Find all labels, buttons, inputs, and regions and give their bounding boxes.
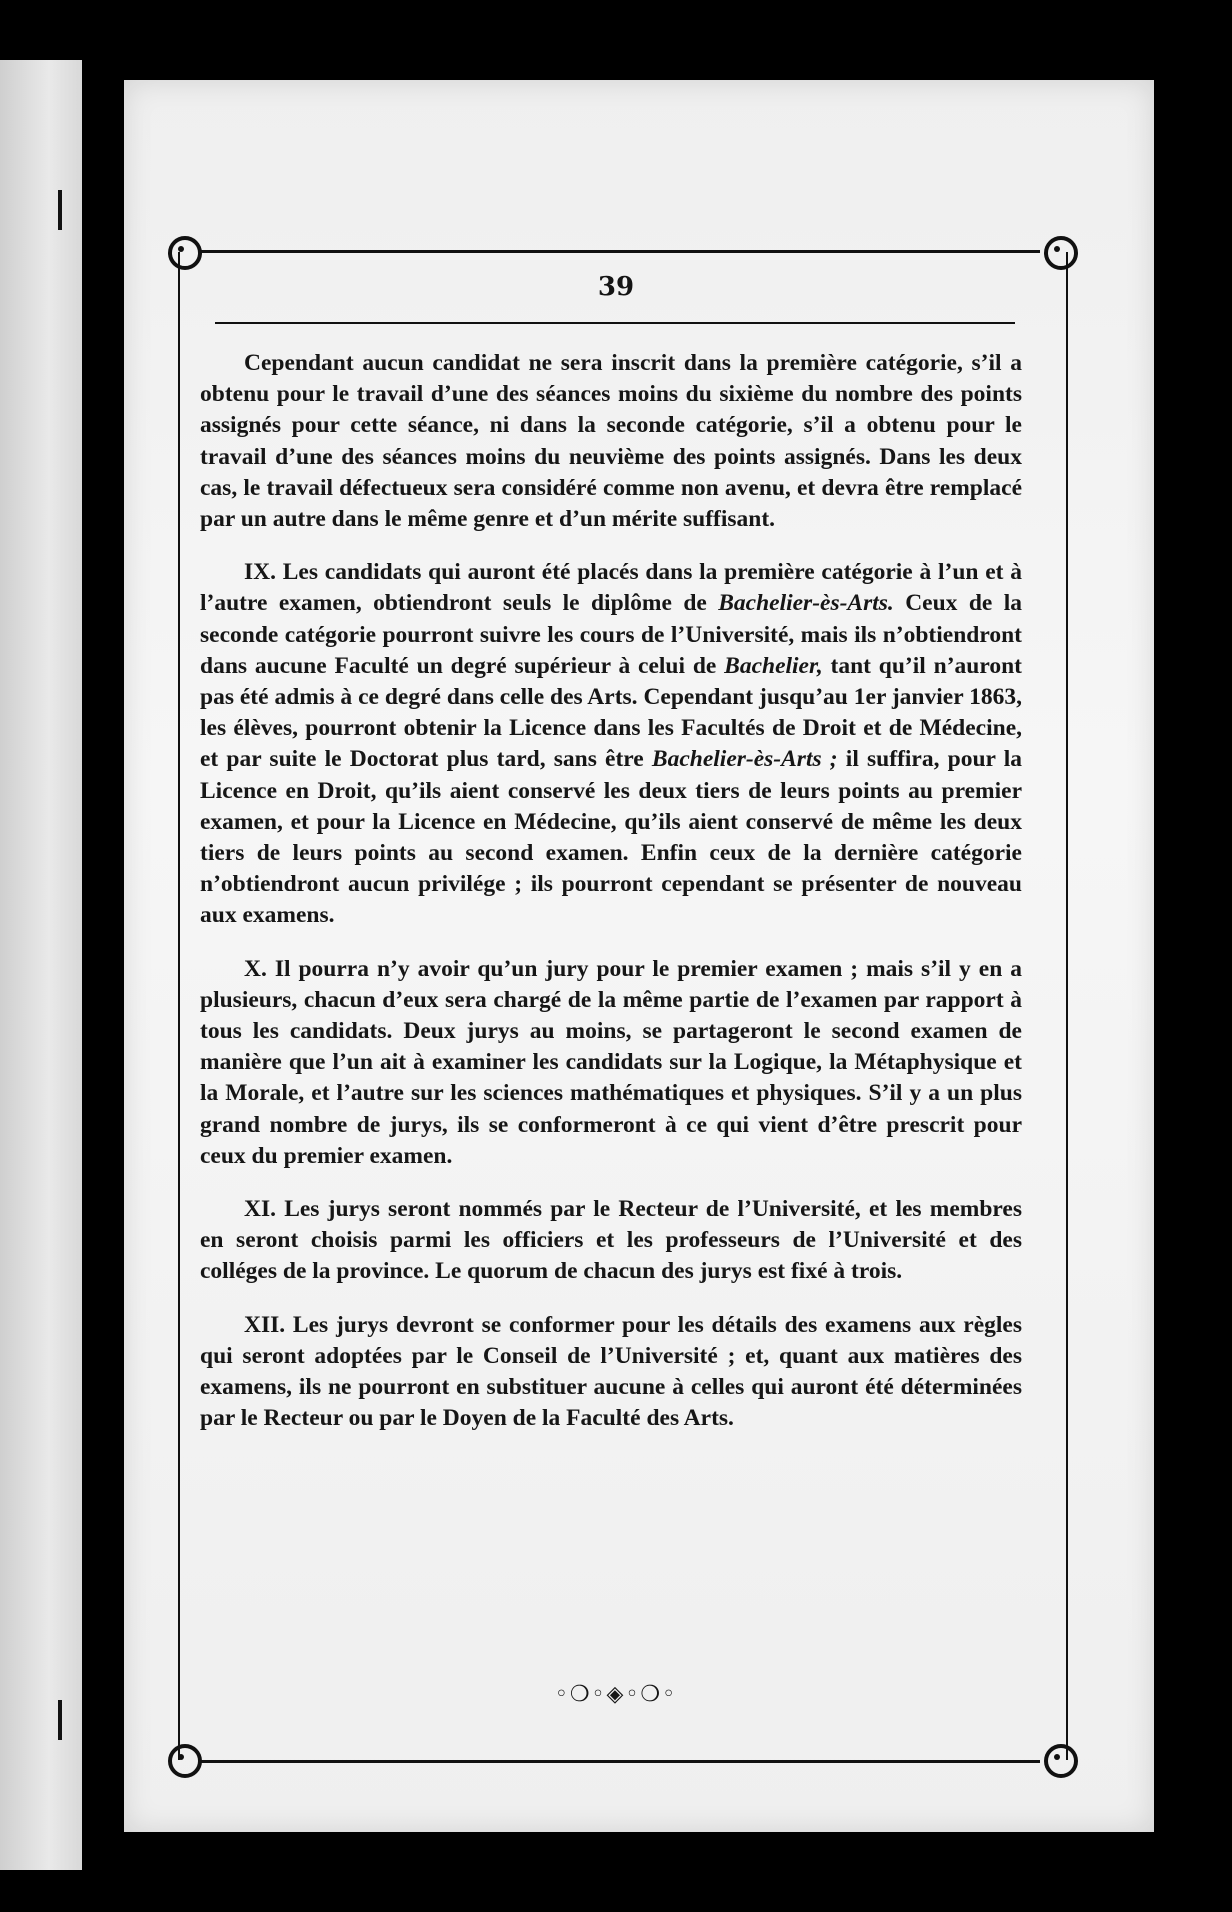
corner-flourish-icon xyxy=(1044,236,1078,270)
article-x xyxy=(200,954,1022,1172)
paragraph-text: Cependant aucun candidat ne sera inscrit dans la première catégorie, s’il a obtenu pour le travail d’une des séances moins du sixième du nombre des points assignés pour cette séance, ni dans la seconde catégorie, s’il a obtenu pour le travail d’une des séances moins du neuvième des points assignés. Dans les deux cas, le travail défectueux sera considéré comme non avenu, et devra être remplacé par un autre dans le même genre et d’un mérite suffisant. xyxy=(200,350,1022,533)
paragraph-text: Les candidats qui auront été placés dans la première catégorie à l’un et à l’autre examen, obtiendront seuls le diplôme de xyxy=(200,559,1022,617)
article-ix xyxy=(200,557,1022,931)
article-number: XI. xyxy=(244,1196,276,1223)
previous-page-ornament xyxy=(58,190,76,230)
paragraph-text: il suffira, pour la Licence en Droit, qu’ils aient conservé les deux tiers de leurs points au premier examen, et pour la Licence en Médecine, qu’ils aient conservé de même les deux tiers de leurs points au second examen. Enfin ceux de la dernière catégorie n’obtiendront aucun privilége ; ils pourront cependant se présenter de nouveau aux examens. xyxy=(200,746,1022,929)
article-number: XII. xyxy=(244,1311,286,1338)
body-text xyxy=(200,348,1022,1457)
page-number: 39 xyxy=(597,272,635,302)
paragraph-text: Il pourra n’y avoir qu’un jury pour le premier examen ; mais s’il y en a plusieurs, chacun d’eux sera chargé de la même partie de l’examen par rapport à tous les candidats. Deux jurys au moins, se partageront le second examen de manière que l’un ait à examiner les candidats sur la Logique, la Métaphysique et la Morale, et l’autre sur les sciences mathématiques et physiques. S’il y a un plus grand nombre de jurys, ils se conformeront à ce qui vient d’être prescrit pour ceux du premier examen. xyxy=(200,955,1022,1169)
frame-bottom-rule xyxy=(200,1760,1040,1763)
article-xii xyxy=(200,1310,1022,1435)
corner-flourish-icon xyxy=(168,236,202,270)
paragraph-text: Ceux de la seconde catégorie pourront suivre les cours de l’Université, mais ils n’obtiendront dans aucune Faculté un degré supérieur à celui de xyxy=(200,590,1022,679)
italic-term: Bachelier-ès-Arts ; xyxy=(651,746,838,773)
frame-top-rule xyxy=(200,250,1040,253)
corner-flourish-icon xyxy=(1044,1744,1078,1778)
italic-term: Bachelier-ès-Arts. xyxy=(718,590,894,617)
article-number: IX. xyxy=(244,559,276,586)
ornament-flourish-icon: ◦❍◦◈◦❍◦ xyxy=(554,1682,678,1707)
paragraph-continuation xyxy=(200,348,1022,535)
previous-page-edge xyxy=(0,60,82,1870)
corner-flourish-icon xyxy=(168,1744,202,1778)
article-xi xyxy=(200,1194,1022,1288)
paragraph-text: Les jurys devront se conformer pour les détails des examens aux règles qui seront adoptées par le Conseil de l’Université ; et, quant aux matières des examens, ils ne pourront en substituer aucune à celles qui auront été déterminées par le Recteur ou par le Doyen de la Faculté des Arts. xyxy=(200,1311,1022,1432)
paragraph-text: tant qu’il n’auront pas été admis à ce degré dans celle des Arts. Cependant jusqu’au 1er janvier 1863, les élèves, pourront obtenir la Licence dans les Facultés de Droit et de Médecine, et par suite le Doctorat plus tard, sans être xyxy=(200,652,1022,773)
header-rule xyxy=(215,322,1015,324)
article-number: X. xyxy=(244,955,267,982)
paragraph-text: Les jurys seront nommés par le Recteur de l’Université, et les membres en seront choisis parmi les officiers et les professeurs de l’Université et des colléges de la province. Le quorum de chacun des jurys est fixé à trois. xyxy=(200,1196,1022,1285)
italic-term: Bachelier, xyxy=(724,652,823,679)
